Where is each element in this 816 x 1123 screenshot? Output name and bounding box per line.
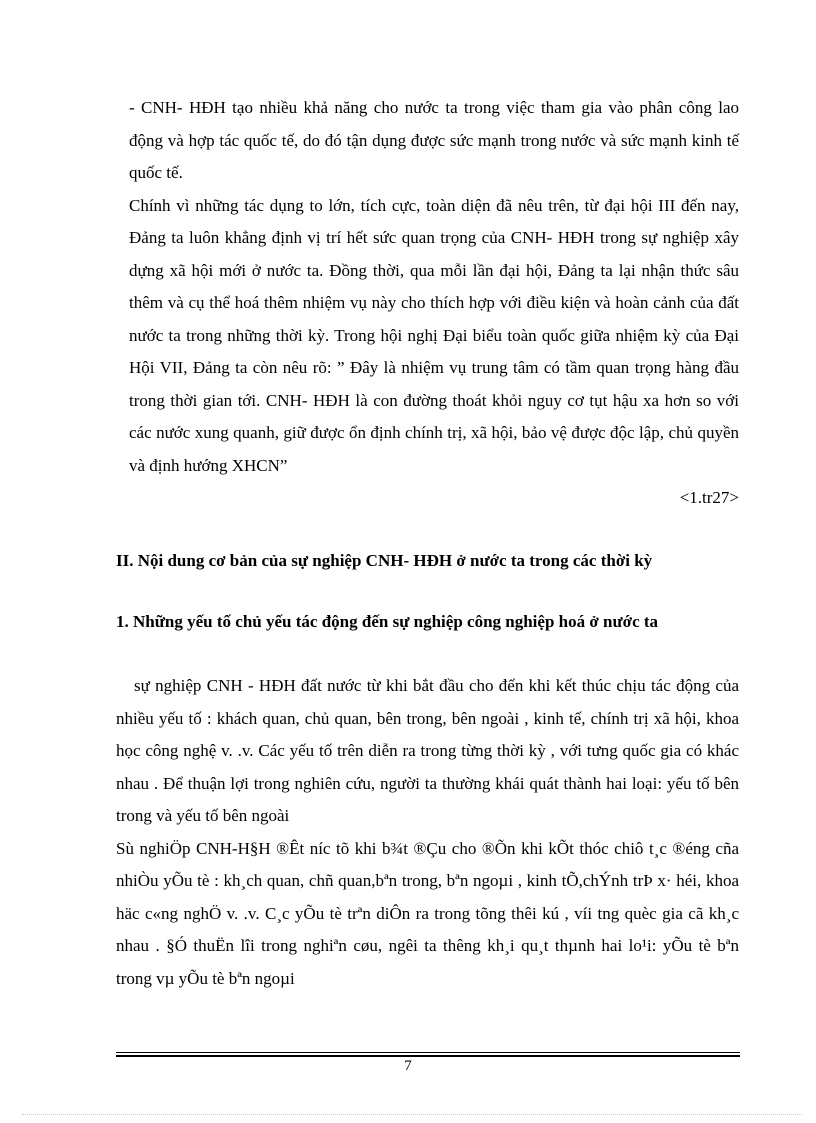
body-text-top <box>129 92 739 514</box>
paragraph-garbled: Sù nghiÖp CNH-H§H ®Êt níc tõ khi b¾t ®Çu cho ®Õn khi kÕt thóc chiô t¸c ®éng cña nhiÒu yÕu tè : kh¸ch quan, chñ quan,bªn trong, bªn ngoµi , kinh tÕ,chÝnh trÞ x· héi, khoa häc c«ng nghÖ v. .v. C¸c yÕu tè trªn diÔn ra trong tõng thêi kú , víi tng quèc gia cã kh¸c nhau . §Ó thuËn lîi trong nghiªn cøu, ngêi ta thêng kh¸i qu¸t thµnh hai lo¹i: yÕu tè bªn trong vµ yÕu tè bªn ngoµi <box>116 838 739 988</box>
paragraph-3: sự nghiệp CNH - HĐH đất nước từ khi bắt đầu cho đến khi kết thúc chịu tác động của nhiều yếu tố : khách quan, chủ quan, bên trong, bên ngoài , kinh tế, chính trị xã hội, khoa học công nghệ v. .v. Các yếu tố trên diễn ra trong từng thời kỳ , với tưng quốc gia có khác nhau . Để thuận lợi trong nghiên cứu, người ta thường khái quát thành hai loại: yếu tố bên trong và yếu tố bên ngoài <box>116 676 739 825</box>
citation: <1.tr27> <box>679 488 739 507</box>
page-edge-divider <box>22 1114 802 1115</box>
section-heading: II. Nội dung cơ bản của sự nghiệp CNH- HĐH ở nước ta trong các thời kỳ <box>116 551 653 570</box>
paragraph-2: Chính vì những tác dụng to lớn, tích cực, toàn diện đã nêu trên, từ đại hội III đến nay, Đảng ta luôn khẳng định vị trí hết sức quan trọng của CNH- HĐH trong sự nghiệp xây dựng xã hội mới ở nước ta. Đồng thời, qua mỗi lần đại hội, Đảng ta lại nhận thức sâu thêm và cụ thể hoá thêm nhiệm vụ này cho thích hợp với điều kiện và hoàn cảnh của đất nước ta trong những thời kỳ. Trong hội nghị Đại biểu toàn quốc giữa nhiệm kỳ của Đại Hội VII, Đảng ta còn nêu rõ: ” Đây là nhiệm vụ trung tâm có tầm quan trọng hàng đầu trong thời gian tới. CNH- HĐH là con đường thoát khỏi nguy cơ tụt hậu xa hơn so với các nước xung quanh, giữ được ổn định chính trị, xã hội, bảo vệ được độc lập, chủ quyền và định hướng XHCN” <box>129 195 739 475</box>
paragraph-1: - CNH- HĐH tạo nhiều khả năng cho nước ta trong việc tham gia vào phân công lao động và hợp tác quốc tế, do đó tận dụng được sức mạnh trong nước và sức mạnh kinh tế quốc tế. <box>129 98 739 182</box>
footer-rule-thin <box>116 1052 740 1053</box>
page-number: 7 <box>404 1058 412 1074</box>
subsection-heading: 1. Những yếu tố chủ yếu tác động đến sự nghiệp công nghiệp hoá ở nước ta <box>116 612 659 631</box>
body-text-bottom <box>116 670 739 995</box>
footer-rule-thick <box>116 1055 740 1057</box>
